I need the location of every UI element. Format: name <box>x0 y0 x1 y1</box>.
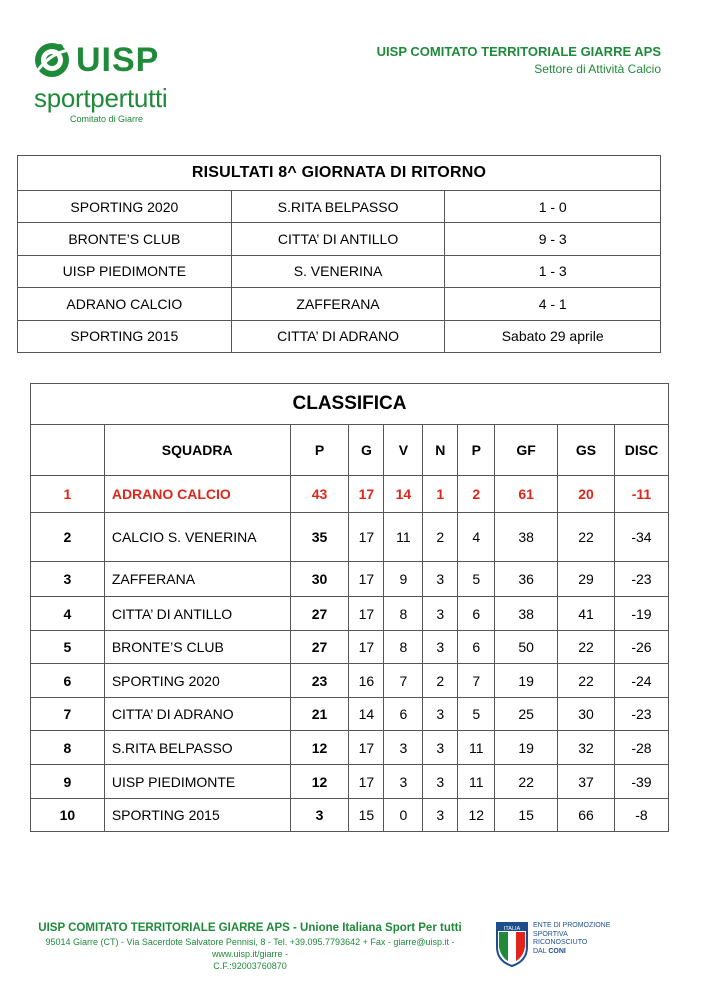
standing-points: 21 <box>290 698 349 731</box>
match-row <box>18 255 661 287</box>
standing-position: 7 <box>31 698 105 731</box>
standing-goals-against: 30 <box>558 698 615 731</box>
header-goals-for: GF <box>495 425 558 476</box>
match-away-team: S.RITA BELPASSO <box>231 191 445 223</box>
header-won: V <box>384 425 423 476</box>
footer-address: 95014 Giarre (CT) - Via Sacerdote Salvatore Pennisi, 8 - Tel. +39.095.7793642 + Fax - giarre@uisp.it - www.uisp.it/giarre - <box>45 937 455 959</box>
standing-team: S.RITA BELPASSO <box>104 731 290 765</box>
standing-row <box>31 731 669 765</box>
standing-row <box>31 476 669 513</box>
standing-won: 7 <box>384 664 423 698</box>
standing-won: 3 <box>384 765 423 799</box>
org-header <box>377 44 661 77</box>
header-squadra: SQUADRA <box>104 425 290 476</box>
standing-won: 3 <box>384 731 423 765</box>
standing-team: SPORTING 2015 <box>104 799 290 832</box>
match-score: 1 - 3 <box>445 255 661 287</box>
standing-lost: 4 <box>458 513 495 562</box>
match-score: 9 - 3 <box>445 223 661 255</box>
uisp-logo <box>32 40 182 125</box>
standing-position: 10 <box>31 799 105 832</box>
standing-goals-for: 36 <box>495 562 558 597</box>
standing-played: 17 <box>349 731 384 765</box>
coni-badge <box>495 921 625 971</box>
standing-disc: -23 <box>614 562 668 597</box>
standing-disc: -39 <box>614 765 668 799</box>
match-away-team: S. VENERINA <box>231 255 445 287</box>
footer <box>20 921 480 972</box>
standing-points: 12 <box>290 731 349 765</box>
standing-lost: 11 <box>458 765 495 799</box>
standing-goals-against: 37 <box>558 765 615 799</box>
standing-disc: -8 <box>614 799 668 832</box>
standing-played: 15 <box>349 799 384 832</box>
standing-points: 23 <box>290 664 349 698</box>
header-lost: P <box>458 425 495 476</box>
match-score: 4 - 1 <box>445 288 661 320</box>
standing-won: 8 <box>384 597 423 631</box>
results-table <box>17 155 661 353</box>
standing-played: 14 <box>349 698 384 731</box>
match-score: 1 - 0 <box>445 191 661 223</box>
standing-team: SPORTING 2020 <box>104 664 290 698</box>
standing-points: 30 <box>290 562 349 597</box>
standing-goals-against: 22 <box>558 664 615 698</box>
standing-disc: -23 <box>614 698 668 731</box>
standing-drawn: 3 <box>423 597 458 631</box>
header-disc: DISC <box>614 425 668 476</box>
match-row <box>18 288 661 320</box>
standing-won: 0 <box>384 799 423 832</box>
standing-drawn: 3 <box>423 631 458 664</box>
standing-won: 6 <box>384 698 423 731</box>
coni-line-1: ENTE DI PROMOZIONE <box>533 922 611 929</box>
header-pos <box>31 425 105 476</box>
standing-goals-for: 22 <box>495 765 558 799</box>
standing-goals-for: 61 <box>495 476 558 513</box>
standing-goals-against: 32 <box>558 731 615 765</box>
standing-disc: -11 <box>614 476 668 513</box>
coni-italia-label: ITALIA <box>503 926 521 932</box>
standing-goals-for: 38 <box>495 597 558 631</box>
standing-team: BRONTE’S CLUB <box>104 631 290 664</box>
standing-position: 6 <box>31 664 105 698</box>
header-drawn: N <box>423 425 458 476</box>
standing-lost: 12 <box>458 799 495 832</box>
uisp-runner-icon <box>32 40 76 84</box>
standing-team: ADRANO CALCIO <box>104 476 290 513</box>
standing-goals-for: 19 <box>495 731 558 765</box>
standing-points: 27 <box>290 597 349 631</box>
standing-team: CITTA’ DI ANTILLO <box>104 597 290 631</box>
standing-drawn: 3 <box>423 765 458 799</box>
standing-played: 17 <box>349 562 384 597</box>
standing-disc: -34 <box>614 513 668 562</box>
standing-disc: -28 <box>614 731 668 765</box>
standing-goals-for: 19 <box>495 664 558 698</box>
standing-played: 17 <box>349 765 384 799</box>
standing-position: 2 <box>31 513 105 562</box>
logo-wordmark: UISP <box>76 41 160 79</box>
standing-goals-for: 25 <box>495 698 558 731</box>
standing-row <box>31 698 669 731</box>
standing-lost: 7 <box>458 664 495 698</box>
results-title: RISULTATI 8^ GIORNATA DI RITORNO <box>18 156 661 191</box>
standing-points: 3 <box>290 799 349 832</box>
standing-row <box>31 799 669 832</box>
standing-played: 17 <box>349 597 384 631</box>
standing-team: ZAFFERANA <box>104 562 290 597</box>
standing-lost: 6 <box>458 631 495 664</box>
org-name: UISP COMITATO TERRITORIALE GIARRE APS <box>376 44 661 59</box>
match-away-team: CITTA’ DI ADRANO <box>231 320 445 352</box>
standing-team: CITTA’ DI ADRANO <box>104 698 290 731</box>
standing-disc: -26 <box>614 631 668 664</box>
header-played: G <box>349 425 384 476</box>
standing-position: 4 <box>31 597 105 631</box>
standing-row <box>31 631 669 664</box>
standing-lost: 5 <box>458 562 495 597</box>
standing-position: 1 <box>31 476 105 513</box>
standing-played: 17 <box>349 631 384 664</box>
footer-tax-code: C.F.:92003760870 <box>213 961 287 971</box>
standing-won: 11 <box>384 513 423 562</box>
standing-drawn: 2 <box>423 513 458 562</box>
standing-played: 17 <box>349 513 384 562</box>
standing-position: 9 <box>31 765 105 799</box>
standing-row <box>31 513 669 562</box>
standing-won: 14 <box>384 476 423 513</box>
standing-won: 9 <box>384 562 423 597</box>
standing-points: 27 <box>290 631 349 664</box>
logo-tagline: sportpertutti <box>34 83 168 113</box>
standing-points: 35 <box>290 513 349 562</box>
match-away-team: CITTA’ DI ANTILLO <box>231 223 445 255</box>
standing-goals-for: 15 <box>495 799 558 832</box>
standing-goals-against: 29 <box>558 562 615 597</box>
header-goals-against: GS <box>558 425 615 476</box>
coni-line-3: RICONOSCIUTO <box>533 939 588 946</box>
standing-lost: 2 <box>458 476 495 513</box>
standing-points: 43 <box>290 476 349 513</box>
standing-row <box>31 597 669 631</box>
standing-played: 16 <box>349 664 384 698</box>
footer-title: UISP COMITATO TERRITORIALE GIARRE APS - Unione Italiana Sport Per tutti <box>38 922 462 934</box>
standing-goals-against: 66 <box>558 799 615 832</box>
header-points: P <box>290 425 349 476</box>
match-row <box>18 320 661 352</box>
match-home-team: ADRANO CALCIO <box>18 288 232 320</box>
standing-drawn: 3 <box>423 698 458 731</box>
standings-title: CLASSIFICA <box>31 384 669 425</box>
logo-comitato: Comitato di Giarre <box>70 114 144 124</box>
match-row <box>18 223 661 255</box>
coni-line-4 <box>533 948 610 957</box>
match-home-team: BRONTE’S CLUB <box>18 223 232 255</box>
standing-played: 17 <box>349 476 384 513</box>
standing-position: 8 <box>31 731 105 765</box>
coni-recognition <box>533 922 610 956</box>
standings-header-row <box>31 425 669 476</box>
standing-drawn: 3 <box>423 799 458 832</box>
standing-drawn: 3 <box>423 731 458 765</box>
match-row <box>18 191 661 223</box>
standing-position: 5 <box>31 631 105 664</box>
standing-goals-against: 22 <box>558 631 615 664</box>
standing-points: 12 <box>290 765 349 799</box>
standing-row <box>31 562 669 597</box>
org-sector: Settore di Attività Calcio <box>534 62 661 76</box>
standing-disc: -24 <box>614 664 668 698</box>
standing-team: CALCIO S. VENERINA <box>104 513 290 562</box>
standing-team: UISP PIEDIMONTE <box>104 765 290 799</box>
match-score: Sabato 29 aprile <box>445 320 661 352</box>
standing-goals-against: 22 <box>558 513 615 562</box>
coni-dal: DAL <box>533 947 547 955</box>
standing-row <box>31 765 669 799</box>
standing-position: 3 <box>31 562 105 597</box>
italia-shield-icon <box>495 921 529 967</box>
standing-drawn: 2 <box>423 664 458 698</box>
match-home-team: UISP PIEDIMONTE <box>18 255 232 287</box>
standing-lost: 5 <box>458 698 495 731</box>
standing-disc: -19 <box>614 597 668 631</box>
standing-lost: 6 <box>458 597 495 631</box>
standing-lost: 11 <box>458 731 495 765</box>
standing-drawn: 1 <box>423 476 458 513</box>
match-home-team: SPORTING 2020 <box>18 191 232 223</box>
standing-goals-for: 38 <box>495 513 558 562</box>
standing-goals-for: 50 <box>495 631 558 664</box>
standing-goals-against: 20 <box>558 476 615 513</box>
standing-goals-against: 41 <box>558 597 615 631</box>
standing-drawn: 3 <box>423 562 458 597</box>
standings-table <box>30 383 669 832</box>
match-home-team: SPORTING 2015 <box>18 320 232 352</box>
coni-name: CONI <box>548 947 566 955</box>
standing-row <box>31 664 669 698</box>
match-away-team: ZAFFERANA <box>231 288 445 320</box>
standing-won: 8 <box>384 631 423 664</box>
coni-line-2: SPORTIVA <box>533 930 568 938</box>
